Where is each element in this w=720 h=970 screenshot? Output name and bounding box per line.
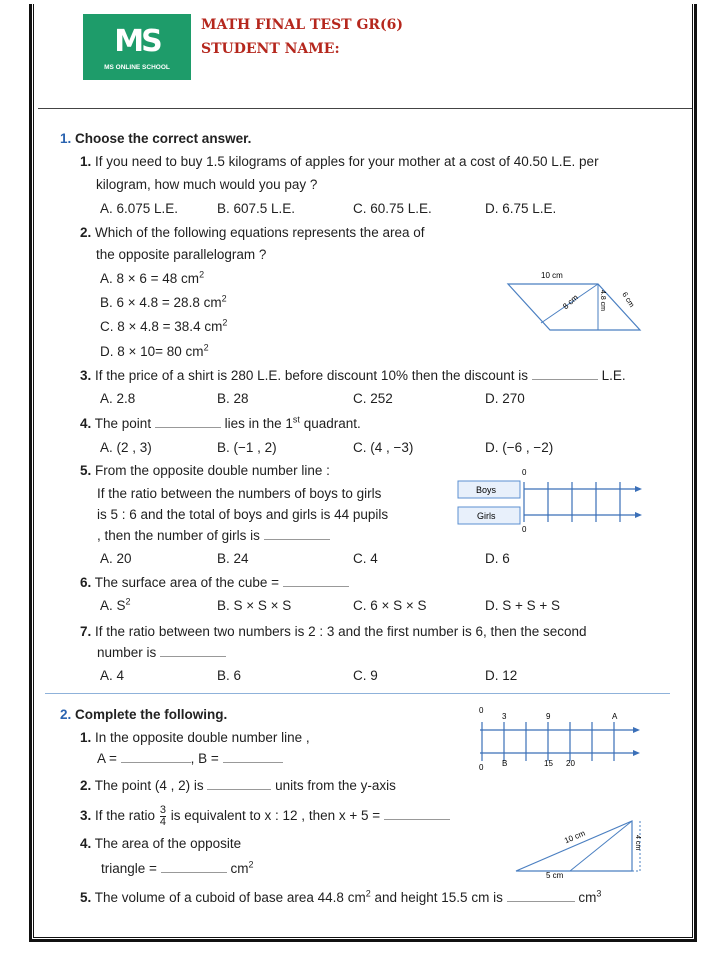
q7-line1: 7. If the ratio between two numbers is 2 : 3 and the first number is 6, then the second	[80, 624, 587, 639]
q4-line: 4. The point lies in the 1st quadrant.	[80, 414, 361, 431]
section1-heading	[60, 131, 251, 146]
q2-option-c[interactable]: C. 8 × 4.8 = 38.4 $cm^2$	[100, 317, 228, 334]
boys-girls-number-line	[452, 466, 652, 536]
q5-option-b[interactable]: B. 24	[217, 551, 249, 566]
q7-option-b[interactable]: B. 6	[217, 668, 242, 683]
parallelogram-height-label: 4.8 cm	[599, 290, 606, 312]
q5-option-a[interactable]: A. 20	[100, 551, 132, 566]
parallelogram-figure	[500, 268, 650, 338]
q7-option-c[interactable]: C. 9	[353, 668, 378, 683]
q3-unit: L.E.	[601, 368, 626, 383]
s2-q3-blank[interactable]	[384, 809, 450, 820]
q1-option-a[interactable]: A. 6.075 L.E.	[100, 201, 179, 216]
q5-option-c[interactable]: C. 4	[353, 551, 378, 566]
q4-option-a[interactable]: A. (2 , 3)	[100, 440, 152, 455]
nl-top-3: 3	[502, 712, 507, 721]
q3-line	[80, 368, 626, 383]
nl-top-0: 0	[479, 706, 484, 715]
q2-text: Which of the following equations represents the area of	[95, 225, 425, 240]
s2-q5-blank[interactable]	[507, 891, 575, 902]
q3-option-d[interactable]: D. 270	[485, 391, 525, 406]
q5-option-d[interactable]: D. 6	[485, 551, 510, 566]
triangle-base-label: 5 cm	[546, 871, 564, 880]
q5-line1: If the ratio between the numbers of boys to girls	[97, 486, 382, 501]
q3-option-b[interactable]: B. 28	[217, 391, 249, 406]
q2-option-a[interactable]: A. 8 × 6 = 48 $cm^2$	[100, 269, 205, 286]
q2-number: 2.	[80, 225, 92, 240]
triangle-height-label: 4 cm	[634, 835, 641, 851]
q7-answer-blank[interactable]	[160, 646, 226, 657]
q5-line0	[80, 463, 330, 478]
q1-text: If you need to buy 1.5 kilograms of apples for your mother at a cost of 40.50 L.E. per	[95, 154, 599, 169]
triangle-hyp-label: 10 cm	[563, 828, 587, 846]
s2-q1-line1: 1. In the opposite double number line ,	[80, 730, 310, 745]
section1-title: Choose the correct answer.	[75, 131, 252, 146]
logo-mark: MS	[114, 24, 160, 59]
q7-line2: number is	[97, 645, 226, 660]
q7-option-a[interactable]: A. 4	[100, 668, 125, 683]
s2-q4-line1: 4. The area of the opposite	[80, 836, 242, 851]
q3-option-a[interactable]: A. 2.8	[100, 391, 136, 406]
s2-q2-number: 2.	[80, 778, 92, 793]
section2-heading	[60, 707, 227, 722]
girls-label: Girls	[477, 511, 496, 521]
section1-number: 1.	[60, 131, 72, 146]
q5-intro: From the opposite double number line :	[95, 463, 330, 478]
numberline-bottom-zero: 0	[522, 525, 527, 534]
q5-line3: , then the number of girls is	[97, 528, 330, 543]
complete-number-line	[470, 704, 650, 774]
s2-q3-line: 3. If the ratio $\frac{3}{4}$ is equivalent to x : 12 , then x + 5 =	[80, 805, 450, 828]
nl-bot-B: B	[502, 759, 508, 768]
section-divider	[45, 693, 670, 694]
q6-number: 6.	[80, 575, 92, 590]
parallelogram-top-label: 10 cm	[541, 271, 563, 280]
q5-number: 5.	[80, 463, 92, 478]
q1-option-c[interactable]: C. 60.75 L.E.	[353, 201, 432, 216]
q6-option-b[interactable]: B. S × S × S	[217, 598, 292, 613]
s2-q5-number: 5.	[80, 890, 92, 905]
s2-q1-blank-a[interactable]	[121, 752, 191, 763]
q1-line1	[80, 154, 599, 169]
q6-option-c[interactable]: C. 6 × S × S	[353, 598, 427, 613]
q4-option-c[interactable]: C. (4 , −3)	[353, 440, 414, 455]
s2-q2-line: 2. The point (4 , 2) is units from the y-axis	[80, 778, 396, 793]
q6-line: 6. The surface area of the cube =	[80, 575, 349, 590]
nl-top-A: A	[612, 712, 618, 721]
q2-option-b[interactable]: B. 6 × 4.8 = 28.8 $cm^2$	[100, 293, 227, 310]
logo-text: MS ONLINE SCHOOL	[104, 64, 170, 71]
q3-answer-blank[interactable]	[532, 369, 598, 380]
s2-q1-blank-b[interactable]	[223, 752, 283, 763]
s2-q5-line: 5. The volume of a cuboid of base area 44.8 $cm^2$ and height 15.5 cm is $cm^3$	[80, 888, 602, 905]
q3-text: If the price of a shirt is 280 L.E. before discount 10% then the discount is	[95, 368, 529, 383]
nl-bot-15: 15	[544, 759, 553, 768]
triangle-figure	[508, 815, 648, 883]
nl-bot-0: 0	[479, 763, 484, 772]
q4-number: 4.	[80, 416, 92, 431]
q4-answer-blank[interactable]	[155, 417, 221, 428]
ratio-fraction: $\frac{3}{4}$	[159, 804, 166, 828]
s2-q3-number: 3.	[80, 808, 92, 824]
s2-q4-blank[interactable]	[161, 862, 227, 873]
q6-answer-blank[interactable]	[283, 576, 349, 587]
boys-label: Boys	[476, 485, 497, 495]
q2-option-d[interactable]: D. 8 × 10= 80 $cm^2$	[100, 342, 209, 359]
s2-q2-blank[interactable]	[207, 779, 271, 790]
header-divider	[38, 108, 692, 109]
q5-line2: is 5 : 6 and the total of boys and girls is 44 pupils	[97, 507, 389, 522]
q3-number: 3.	[80, 368, 92, 383]
school-logo	[83, 14, 191, 80]
q4-option-d[interactable]: D. (−6 , −2)	[485, 440, 554, 455]
section2-number: 2.	[60, 707, 72, 722]
section2-title: Complete the following.	[75, 707, 228, 722]
test-title: MATH FINAL TEST GR(6)	[201, 17, 404, 33]
q5-answer-blank[interactable]	[264, 529, 330, 540]
q4-option-b[interactable]: B. (−1 , 2)	[217, 440, 277, 455]
s2-q4-number: 4.	[80, 836, 92, 851]
q1-option-b[interactable]: B. 607.5 L.E.	[217, 201, 296, 216]
nl-top-9: 9	[546, 712, 551, 721]
q1-option-d[interactable]: D. 6.75 L.E.	[485, 201, 557, 216]
q1-number: 1.	[80, 154, 92, 169]
s2-q4-line2: triangle = $cm^2$	[101, 859, 254, 876]
parallelogram-slant-label: 8 cm	[561, 292, 580, 312]
s2-q1-answers: A = , B =	[97, 751, 283, 766]
q3-option-c[interactable]: C. 252	[353, 391, 393, 406]
q2-line2: the opposite parallelogram ?	[96, 247, 267, 262]
s2-q1-number: 1.	[80, 730, 92, 745]
student-name-label: STUDENT NAME:	[201, 41, 340, 57]
q6-option-d[interactable]: D. S + S + S	[485, 598, 561, 613]
numberline-top-zero: 0	[522, 468, 527, 477]
q7-number: 7.	[80, 624, 92, 639]
parallelogram-side-label: 6 cm	[620, 290, 637, 309]
q1-line2: kilogram, how much would you pay ?	[96, 177, 318, 192]
q2-line1	[80, 225, 424, 240]
q6-option-a[interactable]: A. $S^2$	[100, 596, 131, 613]
q7-option-d[interactable]: D. 12	[485, 668, 518, 683]
nl-bot-20: 20	[566, 759, 575, 768]
